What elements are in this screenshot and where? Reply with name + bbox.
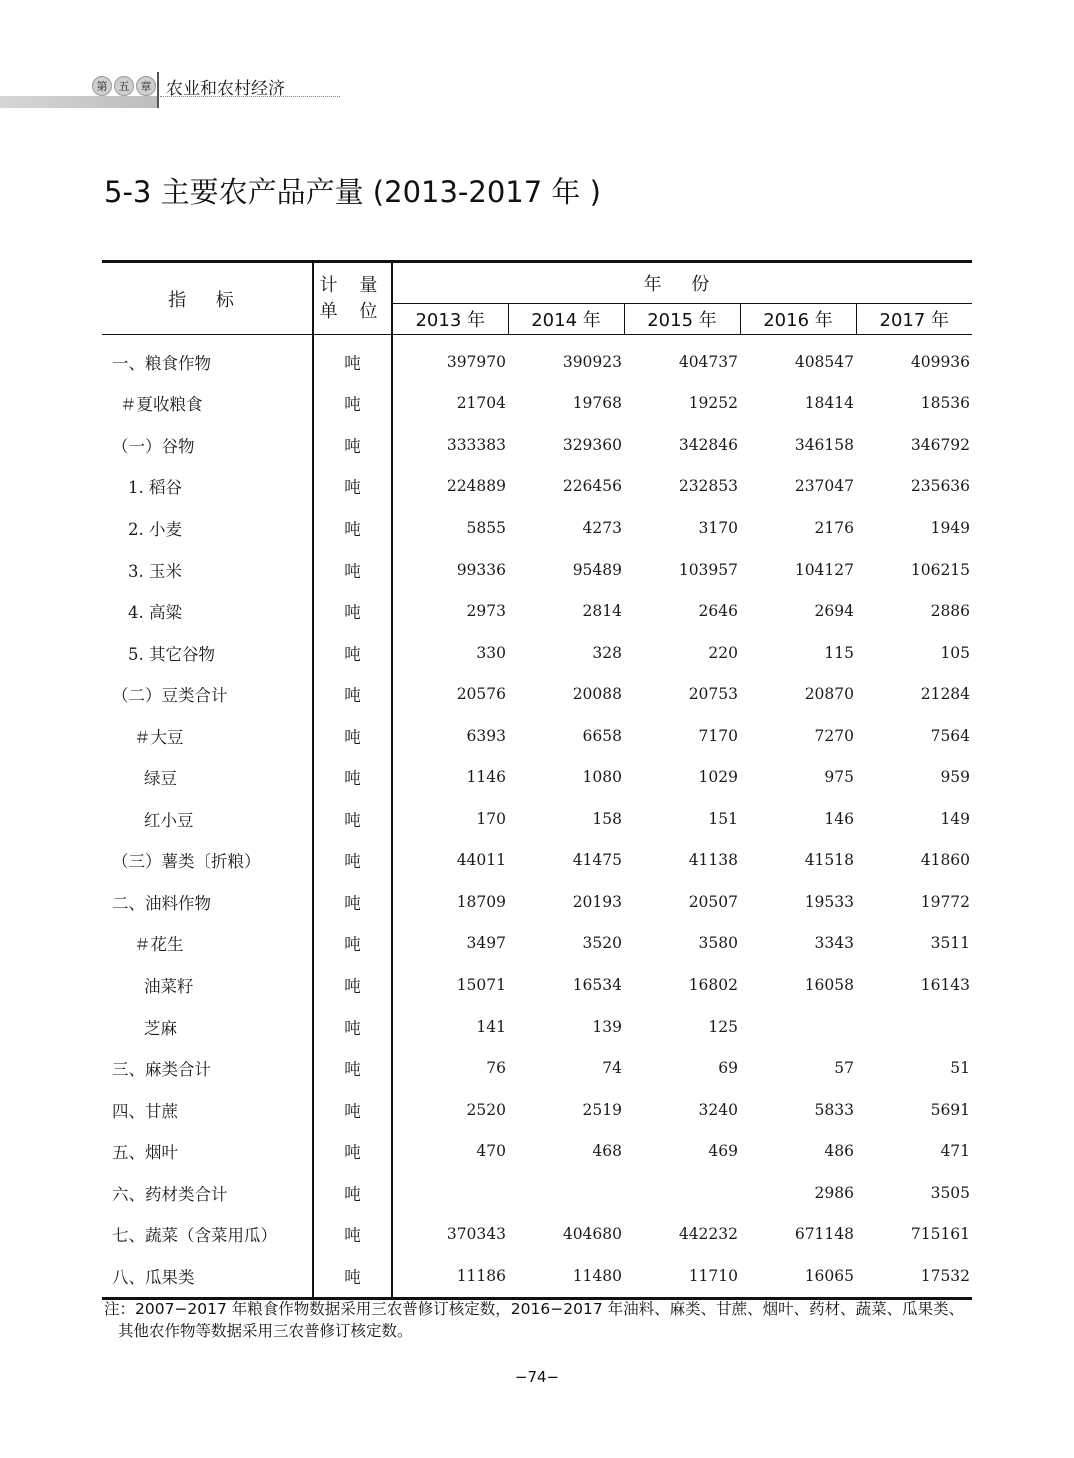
row-indicator: ＃夏收粮食 (102, 383, 313, 425)
row-value-2014: 328 (592, 643, 622, 662)
table-row (102, 466, 972, 508)
row-value-2013: 1146 (466, 768, 506, 787)
row-value-2017: 17532 (920, 1266, 971, 1285)
row-value-2014: 390923 (562, 352, 622, 371)
row-value-2017: 5691 (930, 1100, 971, 1119)
row-value-2013: 397970 (446, 352, 506, 371)
row-value-2016: 2986 (814, 1183, 854, 1202)
row-value-2015: 1029 (698, 768, 738, 787)
table-row (102, 798, 972, 840)
table-body (102, 335, 972, 1299)
table-row (102, 507, 972, 549)
row-unit: 吨 (313, 383, 392, 425)
row-value-2014: 329360 (562, 435, 622, 454)
row-value-2016: 2176 (814, 518, 854, 537)
row-value-2013: 15071 (456, 975, 506, 994)
row-value-2014: 468 (592, 1142, 622, 1161)
table-row (102, 1130, 972, 1172)
header-unit (313, 262, 392, 335)
row-value-2017: 18536 (920, 394, 971, 413)
row-value-2014: 20193 (572, 892, 622, 911)
row-value-2015: 16802 (688, 975, 738, 994)
row-value-2017: 471 (940, 1142, 971, 1161)
row-unit: 吨 (313, 923, 392, 965)
row-value-2017: 21284 (920, 685, 971, 704)
row-value-2017 (856, 1006, 972, 1048)
row-unit: 吨 (313, 1089, 392, 1131)
row-value-2016: 3343 (814, 934, 854, 953)
row-value-2013: 20576 (456, 685, 506, 704)
row-indicator: 四、甘蔗 (102, 1089, 313, 1131)
table-row (102, 881, 972, 923)
row-value-2017: 959 (940, 768, 971, 787)
row-unit: 吨 (313, 335, 392, 383)
row-value-2014: 19768 (572, 394, 622, 413)
table-container (102, 260, 972, 1300)
row-value-2014: 158 (592, 809, 622, 828)
row-value-2015: 342846 (678, 435, 738, 454)
row-indicator: 绿豆 (102, 756, 313, 798)
row-indicator: 六、药材类合计 (102, 1172, 313, 1214)
row-value-2014: 95489 (572, 560, 622, 579)
table-row (102, 1172, 972, 1214)
header-unit-line1: 计 量 (319, 274, 386, 296)
row-value-2013: 470 (476, 1142, 506, 1161)
chapter-char: 第 (92, 76, 112, 96)
row-value-2013: 170 (476, 809, 506, 828)
row-value-2015: 41138 (688, 851, 738, 870)
row-value-2014: 2814 (582, 602, 622, 621)
row-indicator: 2. 小麦 (102, 507, 313, 549)
row-indicator: 3. 玉米 (102, 549, 313, 591)
table-row (102, 632, 972, 674)
row-value-2016: 19533 (804, 892, 854, 911)
table-row (102, 549, 972, 591)
row-value-2014: 20088 (572, 685, 622, 704)
row-value-2017: 51 (950, 1059, 971, 1078)
row-value-2016: 115 (824, 643, 854, 662)
row-value-2015: 469 (708, 1142, 738, 1161)
footnote (104, 1298, 984, 1342)
row-value-2017: 2886 (930, 602, 971, 621)
row-indicator: 5. 其它谷物 (102, 632, 313, 674)
row-value-2013: 44011 (456, 851, 506, 870)
row-value-2015: 404737 (678, 352, 738, 371)
row-value-2016 (740, 1006, 856, 1048)
row-indicator: 红小豆 (102, 798, 313, 840)
header-year-group: 年 份 (392, 262, 972, 304)
row-indicator: （一）谷物 (102, 424, 313, 466)
row-value-2014: 41475 (572, 851, 622, 870)
row-value-2017: 715161 (910, 1225, 971, 1244)
row-value-2017: 7564 (930, 726, 971, 745)
row-value-2013: 224889 (446, 477, 506, 496)
row-value-2017: 409936 (910, 352, 971, 371)
row-value-2014: 139 (592, 1017, 622, 1036)
header-year: 2015 年 (624, 304, 740, 335)
row-value-2015: 11710 (688, 1266, 738, 1285)
row-value-2016: 975 (824, 768, 854, 787)
table-row (102, 1006, 972, 1048)
row-unit: 吨 (313, 466, 392, 508)
row-unit: 吨 (313, 964, 392, 1006)
row-unit: 吨 (313, 1006, 392, 1048)
row-unit: 吨 (313, 1213, 392, 1255)
row-value-2015: 232853 (678, 477, 738, 496)
row-value-2013: 76 (486, 1059, 506, 1078)
row-value-2015: 7170 (698, 726, 738, 745)
table-row (102, 1213, 972, 1255)
row-value-2013: 99336 (456, 560, 506, 579)
table-row (102, 1047, 972, 1089)
row-unit: 吨 (313, 424, 392, 466)
table-row (102, 335, 972, 383)
header-separator (157, 72, 159, 108)
row-unit: 吨 (313, 715, 392, 757)
table-row (102, 383, 972, 425)
row-value-2016: 346158 (794, 435, 854, 454)
row-value-2013: 2973 (466, 602, 506, 621)
chapter-char: 五 (114, 76, 134, 96)
header-year: 2016 年 (740, 304, 856, 335)
row-value-2017: 19772 (920, 892, 971, 911)
row-value-2013: 11186 (456, 1266, 506, 1285)
row-unit: 吨 (313, 881, 392, 923)
row-value-2014: 2519 (582, 1100, 622, 1119)
row-value-2014: 16534 (572, 975, 622, 994)
row-indicator: 一、粮食作物 (102, 335, 313, 383)
row-value-2014: 3520 (582, 934, 622, 953)
row-value-2017: 3505 (930, 1183, 971, 1202)
row-value-2015: 3580 (698, 934, 738, 953)
row-indicator: 芝麻 (102, 1006, 313, 1048)
row-value-2013: 3497 (466, 934, 506, 953)
row-value-2016: 104127 (794, 560, 854, 579)
row-unit: 吨 (313, 507, 392, 549)
row-indicator: 二、油料作物 (102, 881, 313, 923)
row-value-2017: 149 (940, 809, 971, 828)
row-indicator: 七、蔬菜（含菜用瓜） (102, 1213, 313, 1255)
row-value-2013: 6393 (466, 726, 506, 745)
row-unit: 吨 (313, 1255, 392, 1298)
page-number: −74− (514, 1368, 560, 1386)
table-row (102, 1089, 972, 1131)
row-value-2016: 671148 (794, 1225, 854, 1244)
header-year: 2014 年 (508, 304, 624, 335)
row-unit: 吨 (313, 673, 392, 715)
production-table (102, 260, 972, 1300)
footnote-line: 注：2007−2017 年粮食作物数据采用三农普修订核定数，2016−2017 年油料、麻类、甘蔗、烟叶、药材、蔬菜、瓜果类、 (104, 1300, 965, 1318)
row-indicator: （三）薯类〔折粮） (102, 840, 313, 882)
row-value-2015 (624, 1172, 740, 1214)
table-row (102, 756, 972, 798)
row-value-2017: 3511 (930, 934, 971, 953)
row-value-2016: 486 (824, 1142, 854, 1161)
row-value-2016: 2694 (814, 602, 854, 621)
row-value-2016: 7270 (814, 726, 854, 745)
row-value-2014: 226456 (562, 477, 622, 496)
row-value-2017: 41860 (920, 851, 971, 870)
row-value-2016: 57 (834, 1059, 854, 1078)
row-value-2015: 220 (708, 643, 738, 662)
row-unit: 吨 (313, 632, 392, 674)
chapter-char: 章 (136, 76, 156, 96)
row-value-2014 (508, 1172, 624, 1214)
row-value-2015: 3170 (698, 518, 738, 537)
table-row (102, 424, 972, 466)
row-value-2016: 5833 (814, 1100, 854, 1119)
row-value-2015: 20507 (688, 892, 738, 911)
row-indicator: 八、瓜果类 (102, 1255, 313, 1298)
table-row (102, 964, 972, 1006)
row-indicator: （二）豆类合计 (102, 673, 313, 715)
header-year: 2013 年 (392, 304, 508, 335)
row-unit: 吨 (313, 1130, 392, 1172)
row-value-2014: 6658 (582, 726, 622, 745)
row-value-2015: 103957 (678, 560, 738, 579)
row-value-2014: 4273 (582, 518, 622, 537)
row-value-2016: 237047 (794, 477, 854, 496)
row-unit: 吨 (313, 1172, 392, 1214)
row-indicator: 五、烟叶 (102, 1130, 313, 1172)
header-dotted-rule (160, 96, 340, 97)
row-value-2017: 106215 (910, 560, 971, 579)
row-value-2014: 1080 (582, 768, 622, 787)
page-title: 5-3 主要农产品产量 (2013-2017 年 ) (104, 175, 601, 209)
row-value-2015: 20753 (688, 685, 738, 704)
row-value-2017: 16143 (920, 975, 971, 994)
row-value-2016: 408547 (794, 352, 854, 371)
row-value-2015: 19252 (688, 394, 738, 413)
row-value-2017: 235636 (910, 477, 971, 496)
table-row (102, 590, 972, 632)
row-value-2016: 41518 (804, 851, 854, 870)
table-header (102, 262, 972, 335)
row-indicator: 1. 稻谷 (102, 466, 313, 508)
row-value-2016: 16058 (804, 975, 854, 994)
row-unit: 吨 (313, 1047, 392, 1089)
row-value-2013: 21704 (456, 394, 506, 413)
row-value-2015: 442232 (678, 1225, 738, 1244)
header-indicator: 指 标 (102, 262, 313, 335)
row-unit: 吨 (313, 549, 392, 591)
table-row (102, 923, 972, 965)
row-value-2015: 2646 (698, 602, 738, 621)
row-unit: 吨 (313, 840, 392, 882)
row-value-2015: 69 (718, 1059, 738, 1078)
row-value-2015: 3240 (698, 1100, 738, 1119)
row-value-2014: 74 (602, 1059, 622, 1078)
table-row (102, 1255, 972, 1298)
row-value-2013: 5855 (466, 518, 506, 537)
row-unit: 吨 (313, 756, 392, 798)
row-indicator: 三、麻类合计 (102, 1047, 313, 1089)
footnote-line: 其他农作物等数据采用三农普修订核定数。 (118, 1322, 413, 1340)
row-unit: 吨 (313, 590, 392, 632)
row-indicator: 油菜籽 (102, 964, 313, 1006)
row-value-2013: 333383 (446, 435, 506, 454)
row-value-2016: 146 (824, 809, 854, 828)
header-year: 2017 年 (856, 304, 972, 335)
table-row (102, 715, 972, 757)
row-indicator: ＃花生 (102, 923, 313, 965)
row-value-2013: 330 (476, 643, 506, 662)
row-value-2017: 1949 (930, 518, 971, 537)
row-unit: 吨 (313, 798, 392, 840)
row-indicator: 4. 高粱 (102, 590, 313, 632)
row-value-2014: 404680 (562, 1225, 622, 1244)
row-value-2013: 2520 (466, 1100, 506, 1119)
row-value-2014: 11480 (572, 1266, 622, 1285)
header-unit-line2: 单 位 (319, 300, 386, 322)
table-row (102, 673, 972, 715)
row-value-2013: 18709 (456, 892, 506, 911)
table-row (102, 840, 972, 882)
row-value-2013: 370343 (446, 1225, 506, 1244)
row-value-2016: 20870 (804, 685, 854, 704)
row-value-2016: 18414 (804, 394, 854, 413)
row-value-2013: 141 (476, 1017, 506, 1036)
chapter-badge (92, 74, 156, 98)
row-indicator: ＃大豆 (102, 715, 313, 757)
chapter-title: 农业和农村经济 (166, 79, 285, 99)
row-value-2016: 16065 (804, 1266, 854, 1285)
row-value-2015: 125 (708, 1017, 738, 1036)
row-value-2017: 346792 (910, 435, 971, 454)
row-value-2015: 151 (708, 809, 738, 828)
row-value-2013 (392, 1172, 508, 1214)
row-value-2017: 105 (940, 643, 971, 662)
